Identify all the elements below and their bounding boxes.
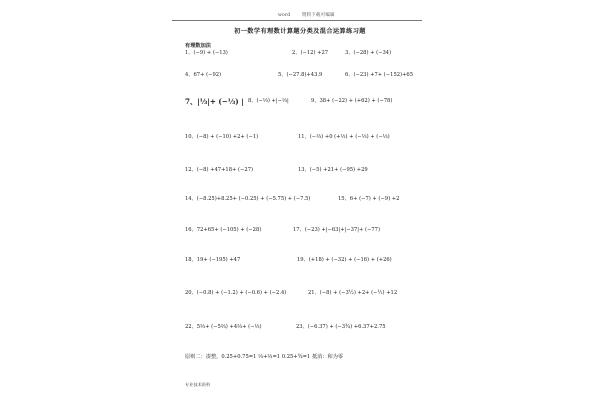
problem-5: 5、(−27.8)+43.9 xyxy=(278,72,323,78)
problem-10: 10、(−8) + (−10) +2+ (−1) xyxy=(185,134,259,140)
problem-22: 22、5⅔+ (−5⅔) +4⅔+ (−⅓) xyxy=(185,324,262,330)
problem-2: 2、(−12) +27 xyxy=(292,50,329,56)
problem-15: 15、6+ (−7) + (−9) +2 xyxy=(338,196,400,202)
problem-20: 20、(−0.8) + (−1.2) + (−0.6) + (−2.4) xyxy=(185,290,287,296)
problem-8: 8、(−⅓) +|−⅓| xyxy=(248,98,289,104)
problem-12: 12、(−8) +47+18+ (−27) xyxy=(185,167,254,173)
problem-11: 11、(−⅓) +0 (+⅓) + (−⅓) + (−⅓) xyxy=(298,134,390,140)
problem-18: 18、19+ (−195) +47 xyxy=(185,257,241,263)
problem-1: 1、(−9) + (−13) xyxy=(185,50,228,56)
problem-7: 7、|⅓|+ (−⅓) | xyxy=(185,97,244,106)
header-word: word xyxy=(278,13,291,18)
rule-line: 原则二：凑整，0.25+0.75=1 ⅓+⅔=1 0.25+¾=1 抵消：和为零 xyxy=(185,354,344,360)
problem-3: 3、(−28) + (−34) xyxy=(345,50,392,56)
header-text xyxy=(278,12,335,18)
problem-4: 4、67+ (−92) xyxy=(185,72,222,78)
problem-19: 19、(+18) + (−32) + (−16) + (+26) xyxy=(297,257,392,263)
problem-13: 13、(−5) +21+ (−95) +29 xyxy=(298,167,368,173)
header-divider xyxy=(172,20,422,21)
problem-23: 23、(−6.37) + (−3¾) +6.37+2.75 xyxy=(296,324,386,330)
problem-9: 9、38+ (−22) + (+62) + (−78) xyxy=(311,98,393,104)
problem-21: 21、(−8) + (−3½) +2+ (−½) +12 xyxy=(308,290,398,296)
problem-17: 17、(−23) +|−63|+|−37|+ (−77) xyxy=(293,227,381,233)
problem-16: 16、72+65+ (−105) + (−28) xyxy=(185,227,262,233)
header-note: 资料下载可编辑 xyxy=(301,13,335,18)
problem-6: 6、(−23) +7+ (−152)+65 xyxy=(345,72,414,78)
problem-14: 14、(−8.25)+8.25+ (−0.25) + (−5.75) + (−7.5) xyxy=(185,196,311,202)
document-title: 初一数学有理数计算题分类及混合运算练习题 xyxy=(234,28,366,35)
footer-text: 专业技术资料 xyxy=(185,382,211,387)
section-title: 有理数加法 xyxy=(185,43,211,49)
